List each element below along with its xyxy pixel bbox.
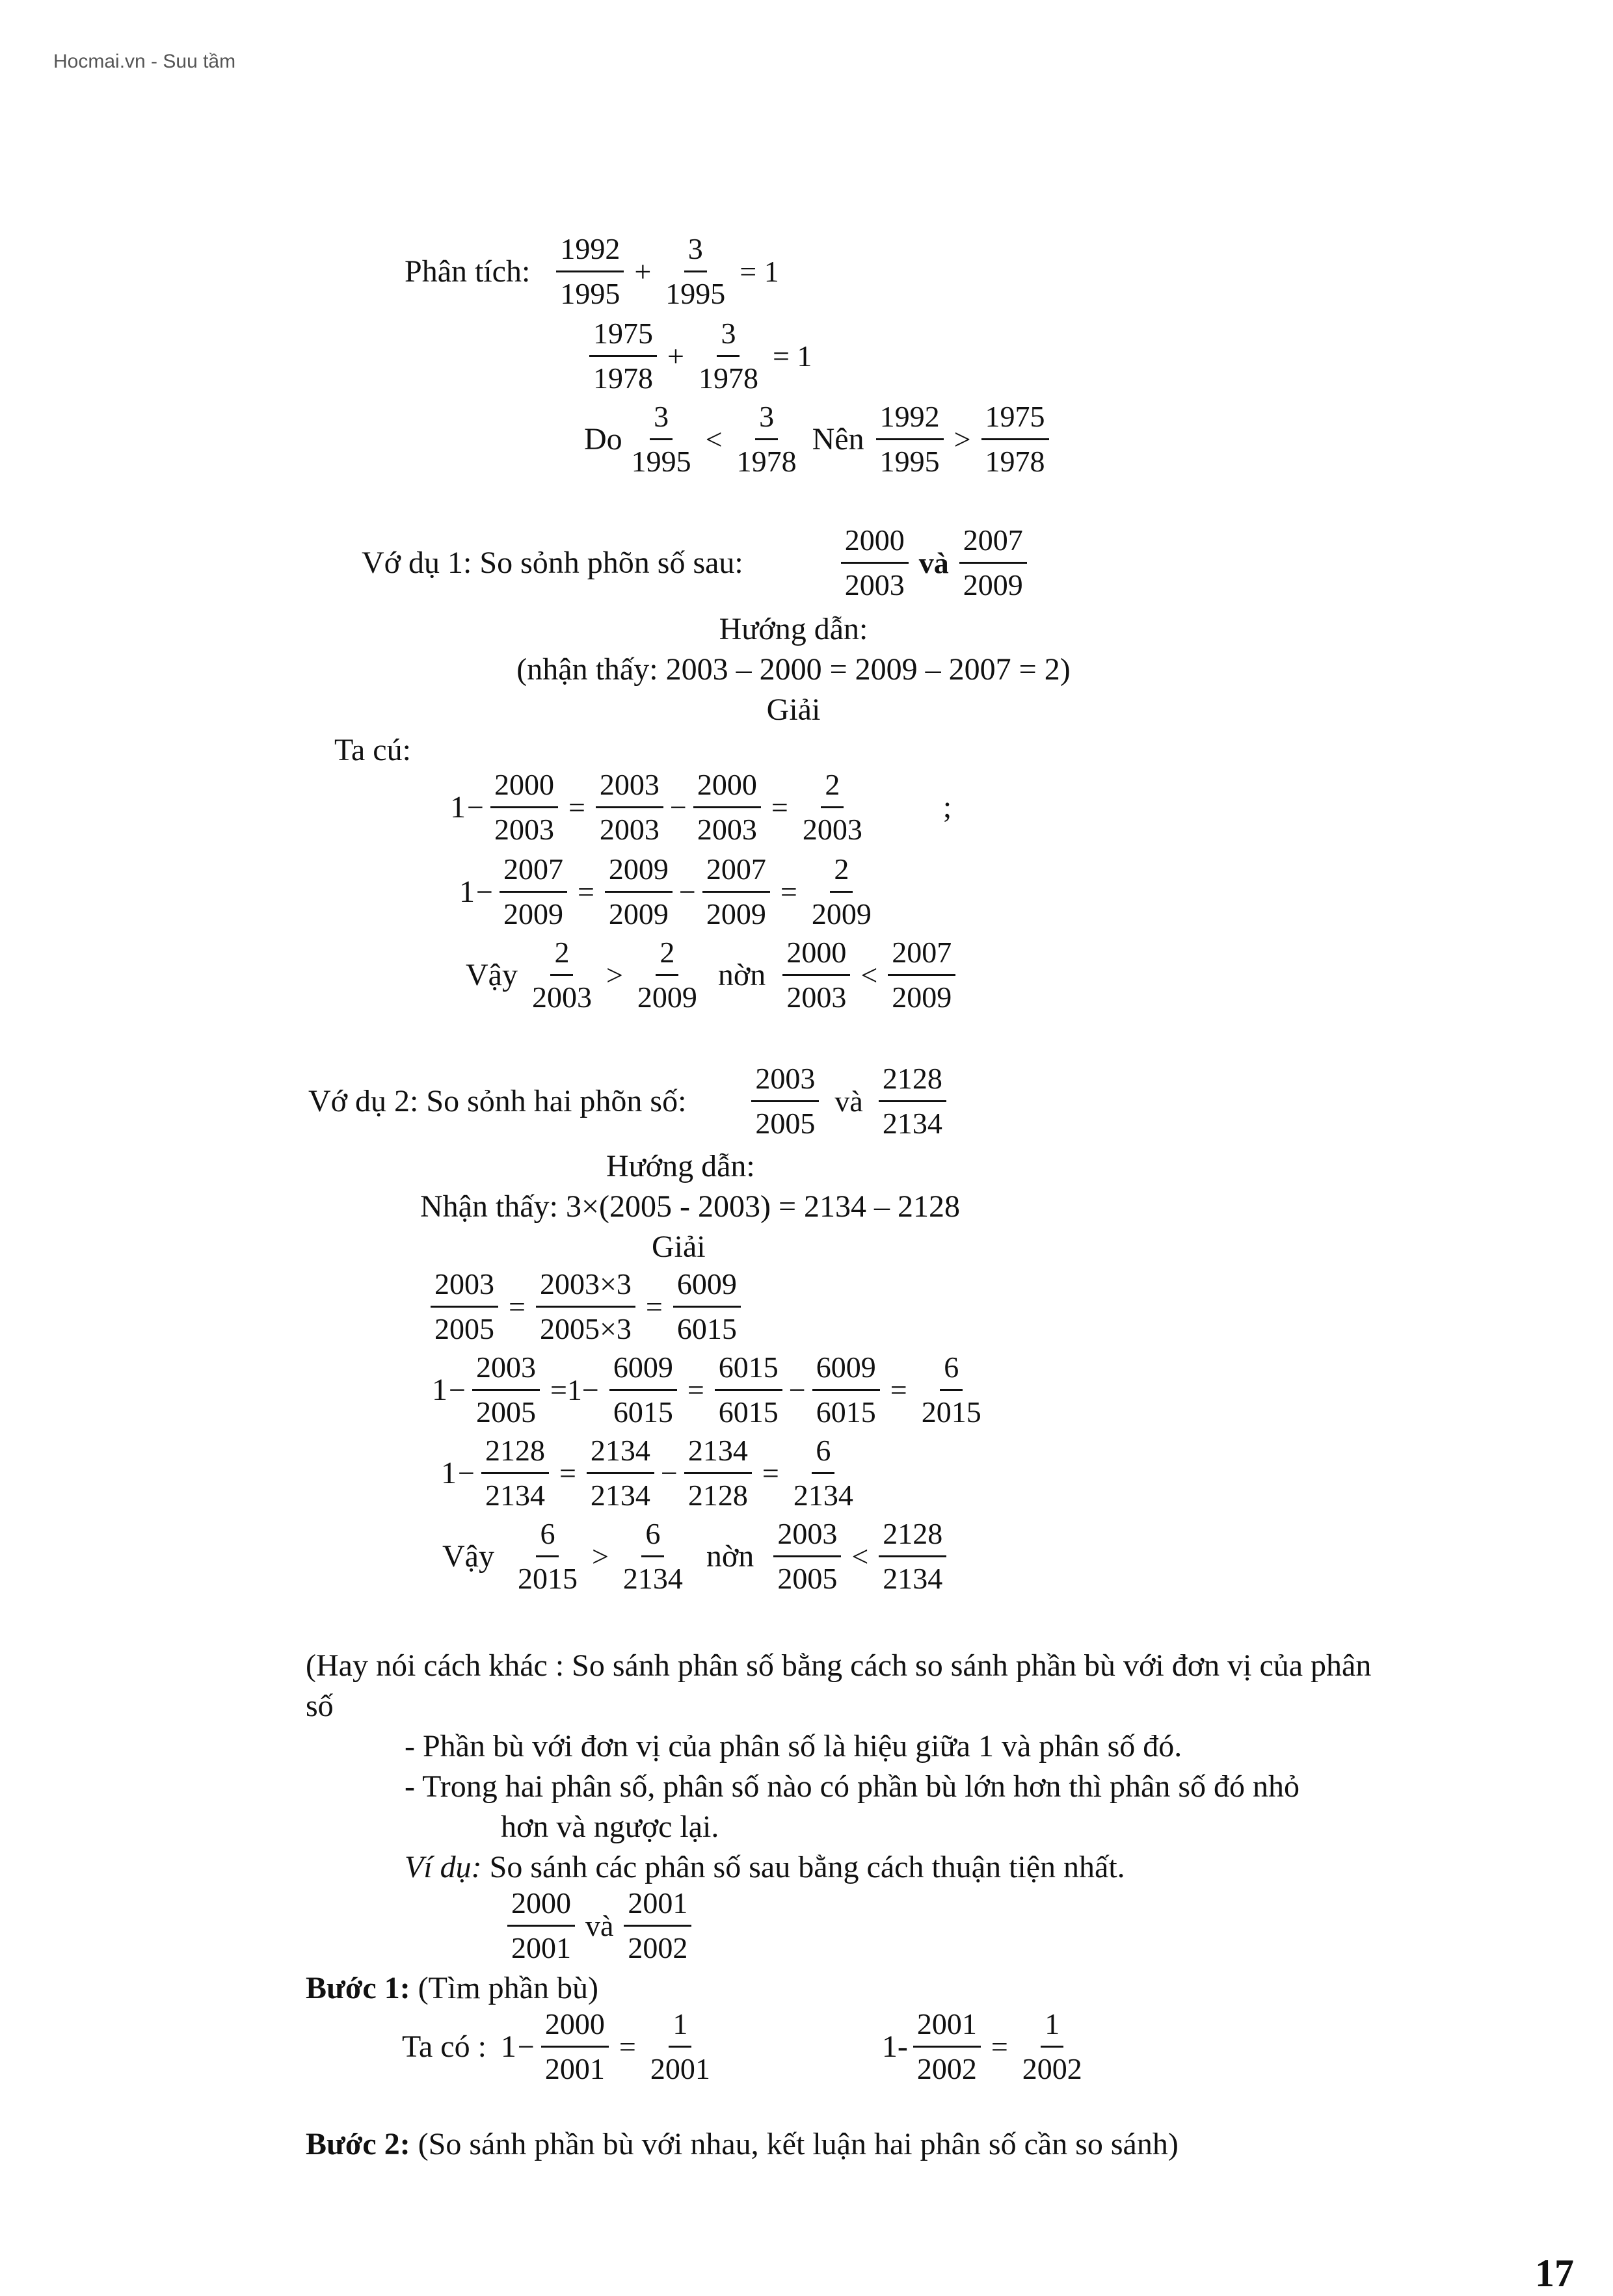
analysis-label: Phân tích: [405,254,531,289]
fraction: $\frac{2007}{2009}$ [888,938,955,1012]
fraction: $\frac{3}{1978}$ [698,317,758,395]
fraction: $\frac{2000}{2003}$ [490,770,558,845]
huong-dan-heading: Hướng dẫn: [719,612,868,646]
fraction: $\frac{2000}{2003}$ [693,770,761,845]
fraction: $\frac{1}{2002}$ [1022,2007,1082,2085]
observation-text: (nhận thấy: 2003 – 2000 = 2009 – 2007 = 2) [516,652,1071,687]
example-2-row-2: 1 − $\frac{2003}{2005}$ =1− $\frac{6009}{6015}$ = $\frac{6015}{6015}$ − $\frac{6009}{6015}$ = $\frac{6}{2015}$ [432,1353,991,1427]
page-header: Hocmai.vn - Suu tầm [53,51,236,72]
fraction: $\frac{2009}{2009}$ [605,854,673,929]
note-line-2: số [306,1689,334,1723]
note-bullet-2-cont: hơn và ngược lại. [501,1810,719,1844]
fraction: $\frac{2000}{2001}$ [507,1888,575,1963]
fraction: $\frac{6}{2015}$ [517,1517,578,1595]
observation-text-2: Nhận thấy: 3×(2005 - 2003) = 2134 – 2128 [420,1189,961,1224]
fraction: $\frac{2003}{2003}$ [596,770,663,845]
example-prompt: Ví dụ: So sánh các phân số sau bằng cách thuận tiện nhất. [405,1850,1125,1884]
example-2-row-3: 1 − $\frac{2128}{2134}$ = $\frac{2134}{2134}$ − $\frac{2134}{2128}$ = $\frac{6}{2134}$ [441,1436,862,1511]
fraction: $\frac{2128}{2134}$ [879,1519,946,1594]
example-1-conclusion: Vậy $\frac{2}{2003}$ > $\frac{2}{2009}$ nờn $\frac{2000}{2003}$ < $\frac{2007}{2009}$ [466,938,961,1012]
note-bullet-1: - Phần bù với đơn vị của phân số là hiệu giữa 1 và phân số đó. [405,1729,1182,1763]
example-1-row-2: 1 − $\frac{2007}{2009}$ = $\frac{2009}{2009}$ − $\frac{2007}{2009}$ = $\frac{2}{2009}$ [459,854,881,929]
fraction: $\frac{3}{1995}$ [631,400,691,478]
fraction: $\frac{2003}{2005}$ [472,1353,540,1427]
step-2-heading: Bước 2: (So sánh phần bù với nhau, kết luận hai phân số cần so sánh) [306,2127,1179,2161]
fraction: $\frac{6009}{6015}$ [673,1269,741,1344]
fraction: $\frac{6009}{6015}$ [812,1353,880,1427]
fraction: $\frac{2}{2009}$ [811,852,872,930]
fraction: $\frac{2000}{2003}$ [782,938,850,1012]
fraction: $\frac{2003}{2005}$ [773,1519,841,1594]
fraction: $\frac{6009}{6015}$ [609,1353,677,1427]
ta-co-label: Ta cú: [334,733,411,767]
note-line-1: (Hay nói cách khác : So sánh phân số bằng cách so sánh phần bù với đơn vị của phân [306,1648,1372,1683]
step-1-heading: Bước 1: (Tìm phần bù) [306,1971,598,2005]
fraction: $\frac{2}{2003}$ [802,768,862,846]
fraction: $\frac{3}{1995}$ [665,232,726,310]
fraction: $\frac{6015}{6015}$ [715,1353,782,1427]
fraction: $\frac{2007}{2009}$ [702,854,770,929]
fraction: $\frac{6}{2134}$ [622,1517,683,1595]
example-1-title: Vớ dụ 1: So sỏnh phõn số sau: $\frac{2000}{2003}$ và $\frac{2007}{2009}$ [362,525,1032,600]
fraction: $\frac{6}{2134}$ [793,1434,853,1512]
fraction: $\frac{1975}{1978}$ [981,402,1049,477]
example-2-title: Vớ dụ 2: So sỏnh hai phõn số: $\frac{2003}{2005}$ và $\frac{2128}{2134}$ [308,1064,952,1139]
fraction: $\frac{2001}{2002}$ [913,2009,981,2084]
analysis-line-3: Do $\frac{3}{1995}$ < $\frac{3}{1978}$ Nên $\frac{1992}{1995}$ > $\frac{1975}{1978}$ [584,402,1054,477]
fraction: $\frac{1992}{1995}$ [556,234,624,309]
fraction: $\frac{2000}{2003}$ [841,525,909,600]
analysis-line-2: $\frac{1975}{1978}$ + $\frac{3}{1978}$ = 1 [584,319,817,393]
fraction: $\frac{2}{2009}$ [637,936,697,1014]
fraction: $\frac{2128}{2134}$ [879,1064,946,1139]
fraction: $\frac{2134}{2128}$ [684,1436,752,1511]
page-number: 17 [1535,2252,1574,2295]
fraction: $\frac{3}{1978}$ [736,400,797,478]
fraction: $\frac{2000}{2001}$ [541,2009,609,2084]
example-2-conclusion: Vậy $\frac{6}{2015}$ > $\frac{6}{2134}$ nờn $\frac{2003}{2005}$ < $\frac{2128}{2134}$ [442,1519,952,1594]
note-bullet-2: - Trong hai phân số, phân số nào có phần bù lớn hơn thì phân số đó nhỏ [405,1769,1300,1804]
example-1-row-1: 1 − $\frac{2000}{2003}$ = $\frac{2003}{2003}$ − $\frac{2000}{2003}$ = $\frac{2}{2003}$ ; [450,768,952,846]
giai-heading: Giải [766,693,821,727]
analysis-line-1: Phân tích: $\frac{1992}{1995}$ + $\frac{3}{1995}$ = 1 [405,232,779,310]
giai-heading-2: Giải [652,1230,706,1264]
fraction: $\frac{2003}{2005}$ [751,1064,819,1139]
fraction: $\frac{1992}{1995}$ [876,402,944,477]
fraction: $\frac{6}{2015}$ [921,1351,981,1429]
fraction: $\frac{2007}{2009}$ [500,854,567,929]
example-2-row-1: $\frac{2003}{2005}$ = $\frac{2003\times 3}{2005\times 3}$ = $\frac{6009}{6015}$ [425,1269,746,1344]
fraction: $\frac{2007}{2009}$ [959,525,1027,600]
fraction: $\frac{2003\times 3}{2005\times 3}$ [536,1269,635,1344]
huong-dan-heading-2: Hướng dẫn: [606,1149,755,1183]
fraction: $\frac{1}{2001}$ [650,2007,710,2085]
example-fractions: $\frac{2000}{2001}$ và $\frac{2001}{2002}$ [502,1888,697,1963]
fraction: $\frac{1975}{1978}$ [589,319,657,393]
fraction: $\frac{2}{2003}$ [531,936,592,1014]
step-1-formula: Ta có : 1 − $\frac{2000}{2001}$ = $\frac{1}{2001}$ 1- $\frac{2001}{2002}$ = $\frac{1}{2002}$ [402,2009,1091,2084]
fraction: $\frac{2134}{2134}$ [587,1436,654,1511]
fraction: $\frac{2128}{2134}$ [481,1436,549,1511]
fraction: $\frac{2003}{2005}$ [431,1269,498,1344]
fraction: $\frac{2001}{2002}$ [624,1888,691,1963]
